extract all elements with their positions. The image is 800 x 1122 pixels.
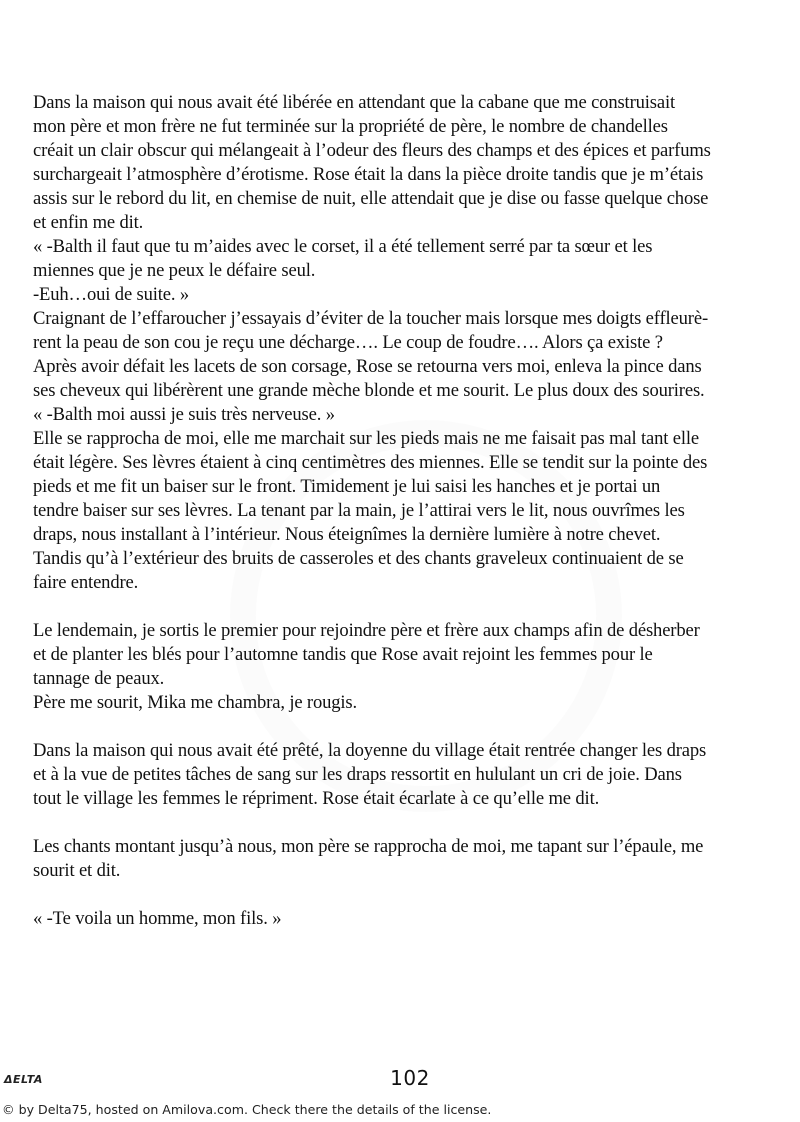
text-line: mon père et mon frère ne fut terminée sur la propriété de père, le nombre de chandelles — [33, 116, 668, 137]
text-line: assis sur le rebord du lit, en chemise de nuit, elle attendait que je dise ou fasse quelque chose — [33, 188, 709, 209]
text-line: créait un clair obscur qui mélangeait à l’odeur des fleurs des champs et des épices et parfums — [33, 140, 711, 161]
delta-logo: ΔELTA — [4, 1073, 43, 1086]
text-line: et enfin me dit. — [33, 212, 144, 233]
page-number: 102 — [390, 1066, 430, 1090]
text-line: Dans la maison qui nous avait été prêté, la doyenne du village était rentrée changer les draps — [33, 740, 707, 761]
text-line: ses cheveux qui libérèrent une grande mèche blonde et me sourit. Le plus doux des sourires. — [33, 380, 705, 401]
text-line: sourit et dit. — [33, 860, 121, 881]
text-line: Père me sourit, Mika me chambra, je rougis. — [33, 692, 358, 713]
paragraph-gap — [33, 715, 783, 739]
dialogue-line: « -Balth il faut que tu m’aides avec le corset, il a été tellement serré par ta sœur et les — [33, 236, 653, 257]
text-line: pieds et me fit un baiser sur le front. Timidement je lui saisi les hanches et je portai un — [33, 476, 661, 497]
dialogue-line: miennes que je ne peux le défaire seul. — [33, 260, 316, 281]
text-line: Tandis qu’à l’extérieur des bruits de casseroles et des chants graveleux continuaient de se — [33, 548, 684, 569]
text-line: tendre baiser sur ses lèvres. La tenant par la main, je l’attirai vers le lit, nous ouvrîmes les — [33, 500, 685, 521]
text-line: rent la peau de son cou je reçu une décharge…. Le coup de foudre…. Alors ça existe ? — [33, 332, 663, 353]
dialogue-line: « -Balth moi aussi je suis très nerveuse. » — [33, 404, 335, 425]
dialogue-line: -Euh…oui de suite. » — [33, 284, 190, 305]
text-line: Après avoir défait les lacets de son corsage, Rose se retourna vers moi, enleva la pince dans — [33, 356, 702, 377]
text-line: draps, nous installant à l’intérieur. Nous éteignîmes la dernière lumière à notre chevet. — [33, 524, 661, 545]
text-line: faire entendre. — [33, 572, 139, 593]
text-line: et de planter les blés pour l’automne tandis que Rose avait rejoint les femmes pour le — [33, 644, 653, 665]
text-line: Les chants montant jusqu’à nous, mon père se rapprocha de moi, me tapant sur l’épaule, me — [33, 836, 704, 857]
body-text — [33, 91, 783, 931]
dialogue-line: « -Te voila un homme, mon fils. » — [33, 908, 282, 929]
text-line: tout le village les femmes le répriment. Rose était écarlate à ce qu’elle me dit. — [33, 788, 600, 809]
paragraph-gap — [33, 883, 783, 907]
text-line: et à la vue de petites tâches de sang sur les draps ressortit en hululant un cri de joie. Dans — [33, 764, 682, 785]
paragraph-gap — [33, 811, 783, 835]
text-line: Le lendemain, je sortis le premier pour rejoindre père et frère aux champs afin de désherber — [33, 620, 700, 641]
paragraph-gap — [33, 595, 783, 619]
text-line: surchargeait l’atmosphère d’érotisme. Rose était la dans la pièce droite tandis que je m’étais — [33, 164, 704, 185]
text-line: Elle se rapprocha de moi, elle me marchait sur les pieds mais ne me faisait pas mal tant elle — [33, 428, 700, 449]
license-notice: © by Delta75, hosted on Amilova.com. Check there the details of the license. — [2, 1102, 492, 1117]
text-line: Craignant de l’effaroucher j’essayais d’éviter de la toucher mais lorsque mes doigts effleurè- — [33, 308, 708, 329]
text-line: Dans la maison qui nous avait été libérée en attendant que la cabane que me construisait — [33, 92, 675, 113]
text-line: tannage de peaux. — [33, 668, 165, 689]
text-line: était légère. Ses lèvres étaient à cinq centimètres des miennes. Elle se tendit sur la pointe des — [33, 452, 708, 473]
